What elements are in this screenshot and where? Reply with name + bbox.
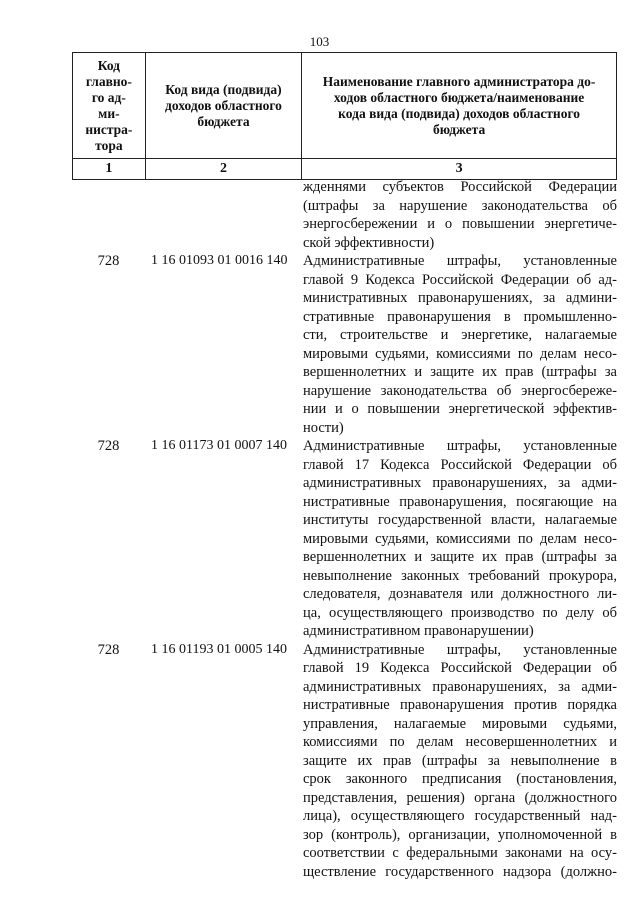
text-line: энергосбережении и о повышении энергетиче- [303,216,617,232]
text-line: мировыми судьями, комиссиями по делам несо- [303,530,617,547]
text-line: институты государственной власти, налагаемые [303,512,617,528]
name-cell [302,178,617,252]
admin-code-cell: 728 [97,641,120,658]
income-code-cell: 1 16 01193 01 0005 140 [151,641,287,657]
column-number: 1 [73,159,146,179]
admin-code-cell [72,178,145,252]
header-row [72,52,617,158]
text-line: главой 9 Кодекса Российской Федерации об ад- [303,271,617,288]
text-line: управления, налагаемые мировыми судьями, [303,715,617,732]
header-line: нистра- [85,121,133,137]
header-line: тора [95,137,123,153]
text-line: представления, решения) органа (должностного [303,789,617,806]
column-number: 2 [146,159,302,179]
text-line: вершеннолетних и защите их прав (штрафы за [303,549,617,565]
text-line: нистративные правонарушения против порядка [303,697,617,713]
page-number: 103 [309,34,330,49]
header-line: Код вида (подвида) [165,81,282,97]
name-cell [302,437,617,641]
text-line: нии и о повышении энергетической эффектив- [303,401,617,417]
text-line: невыполнение законных требований прокурора, [303,567,617,584]
header-line: кода вида (подвида) доходов областного [338,105,581,121]
header-income-code [146,53,302,158]
text-line: следователя, дознавателя или должностного ли- [303,586,617,602]
header-cell-text [85,58,132,154]
text-line: комиссиями по делам несовершеннолетних и [303,734,617,750]
header-cell-text [165,82,282,130]
text-line: министративных правонарушениях, за админи- [303,290,617,306]
column-number: 3 [455,161,463,176]
text-line: Административные штрафы, установленные [303,253,617,269]
text-line: ской эффективности) [303,234,435,251]
text-line: Административные штрафы, установленные [303,641,617,658]
text-line: срок законного предписания (постановления, [303,771,617,787]
text-line: вершеннолетних и защите их прав (штрафы за [303,364,617,380]
text-line: сти, строительстве и энергетике, налагаемые [303,327,617,343]
text-line: административных правонарушениях, за адми- [303,475,617,491]
table-row [72,252,617,437]
header-line: ми- [98,105,120,121]
admin-code-cell: 728 [97,438,120,454]
text-line: главой 19 Кодекса Российской Федерации об [303,660,617,676]
text-line: нарушение законодательства об энергосбереже- [303,382,617,399]
text-line: нистративные правонарушения, посягающие на [303,493,617,510]
table-row [72,641,617,882]
header-line: Код [97,57,121,73]
text-line: административных правонарушениях, за адми- [303,678,617,695]
header-line: главно- [85,73,132,89]
text-line: ществление государственного надзора (должно- [303,863,617,880]
text-line: защите их прав (штрафы за невыполнение в [303,752,617,769]
income-code-cell: 1 16 01173 01 0007 140 [151,438,287,453]
name-cell [302,641,617,882]
header-line: ходов областного бюджета/наименование [333,89,585,105]
header-line: го ад- [91,89,126,105]
text-line: мировыми судьями, комиссиями по делам несо- [303,345,617,362]
header-line: бюджета [197,113,250,129]
text-line: зор (контроль), организации, уполномоченной в [303,826,617,843]
header-name [302,53,616,158]
continuation-row [72,178,617,252]
table-row [72,437,617,641]
header-cell-text [323,74,596,138]
header-admin-code [73,53,146,158]
table-header [72,52,617,180]
text-line: главой 17 Кодекса Российской Федерации об [303,456,617,473]
table-body [72,178,617,881]
text-line: Административные штрафы, установленные [303,438,617,454]
text-line: соответствии с федеральными законами на осу- [303,845,617,861]
text-line: жденнями субъектов Российской Федерации [303,179,617,195]
header-line: доходов областного [164,97,282,113]
text-line: (штрафы за нарушение законодательства об [303,197,617,214]
text-line: ности) [303,419,344,436]
admin-code-cell: 728 [97,253,120,269]
text-line: ца, осуществляющего производство по делу об [303,604,617,621]
text-line: стративные правонарушения в промышленно- [303,308,617,325]
column-number-row [72,158,617,180]
name-cell [302,252,617,437]
text-line: лица), осуществляющего государственный над- [303,808,617,824]
header-line: бюджета [432,121,486,137]
text-line: административном правонарушении) [303,623,534,639]
income-code-cell [145,178,302,252]
header-line: Наименование главного администратора до- [322,73,596,89]
income-code-cell: 1 16 01093 01 0016 140 [151,253,288,268]
